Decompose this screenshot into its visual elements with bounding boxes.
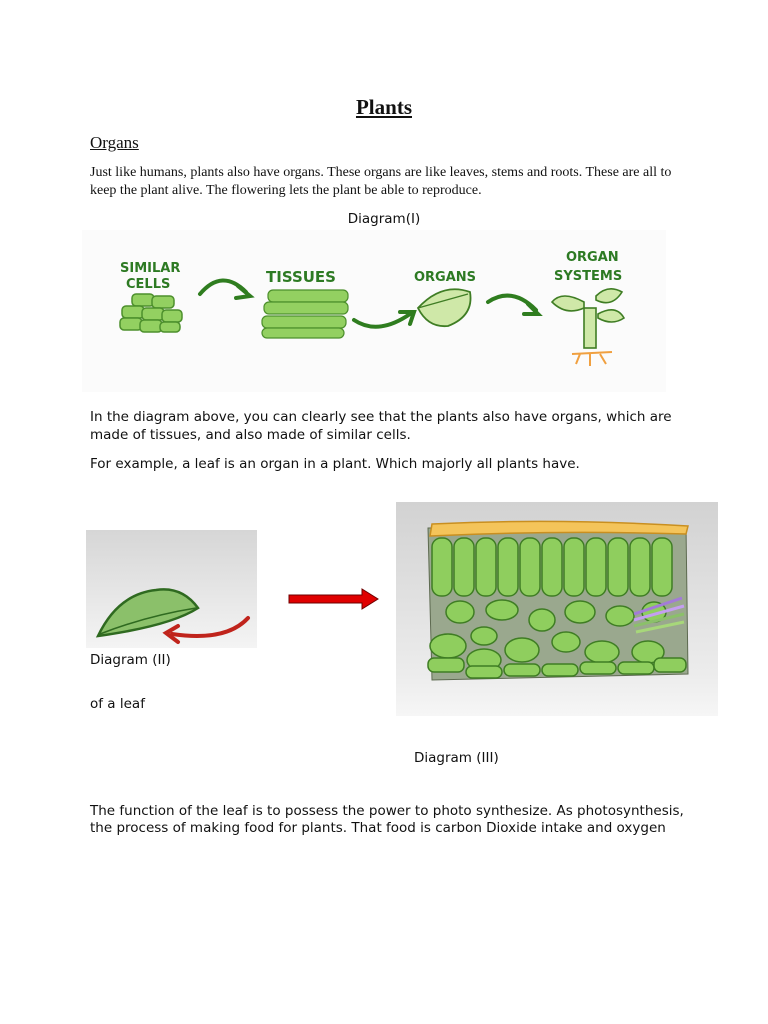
label-organs: ORGANS: [414, 270, 477, 285]
diagram-1-caption: Diagram(I): [347, 211, 421, 227]
paragraph-leaf-example: For example, a leaf is an organ in a plant. Which majorly all plants have.: [90, 456, 580, 472]
diagram-2-subcaption: of a leaf: [90, 696, 145, 712]
section-heading: Organs: [90, 133, 139, 152]
diagram-2-caption: Diagram (II): [90, 652, 171, 668]
label-similar: SIMILAR: [120, 261, 181, 276]
label-tissues: TISSUES: [266, 268, 336, 286]
tissues-icon: [262, 290, 348, 338]
diagram-3-caption: Diagram (III): [414, 750, 499, 766]
paragraph-leaf-function: The function of the leaf is to possess the power to photo synthesize. As photosynthesis, the process of making food for plants. That food is carbon Dioxide intake and oxygen: [90, 803, 684, 836]
diagram-1-cells-to-systems: [82, 230, 666, 392]
diagram-3-leaf-cross-section: [396, 502, 718, 716]
page-title: Plants: [355, 95, 412, 119]
palisade-cells: [432, 538, 672, 596]
diagram-2-leaf: [86, 530, 257, 648]
label-systems: SYSTEMS: [554, 269, 623, 284]
label-organ: ORGAN: [566, 250, 619, 265]
label-cells: CELLS: [126, 277, 171, 292]
paragraph-organs-explanation: In the diagram above, you can clearly see that the plants also have organs, which are made of tissues, and also made of similar cells.: [90, 409, 672, 443]
red-arrow-icon: [288, 587, 380, 611]
intro-paragraph: Just like humans, plants also have organs. These organs are like leaves, stems and roots. These are all to keep the plant alive. The flowering lets the plant be able to reproduce.: [90, 165, 672, 198]
